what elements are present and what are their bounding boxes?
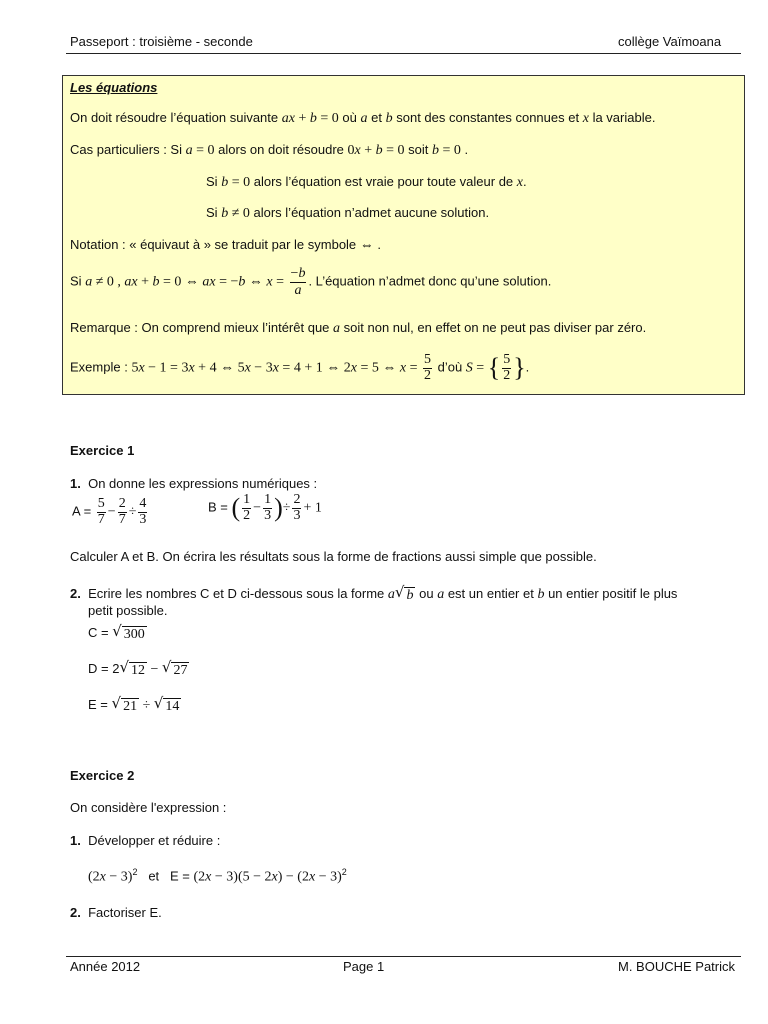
box-line-6: Si a ≠ 0 , ax + b = 0 ⇔ ax = −b ⇔ x = $\frac{-b}{a}$ . L’équation n’admet donc qu’une solution. [70,266,552,298]
exercise-2-title: Exercice 2 [70,768,135,783]
footer-page: Page 1 [343,959,385,974]
expression-b: B = ( $\frac{1}{2}$ − $\frac{1}{3}$ )÷ $\frac{2}{3}$ + 1 [208,492,322,523]
box-line-1: On doit résoudre l’équation suivante ax + b = 0 où a et b sont des constantes connues et x la variable. [70,110,656,126]
header-rule [66,53,741,54]
box-title: Les équations [70,80,158,95]
exercise-1-calc: Calculer A et B. On écrira les résultats sous la forme de fractions aussi simple que possible. [70,549,597,564]
footer-left: Année 2012 [70,959,141,974]
box-line-7: Remarque : On comprend mieux l’intérêt que a soit non nul, en effet on ne peut pas diviser par zéro. [70,320,647,336]
header-left: Passeport : troisième - seconde [70,34,253,49]
box-line-4: Si b ≠ 0 alors l’équation n’admet aucune solution. [206,205,490,221]
footer-right: M. BOUCHE Patrick [618,959,736,974]
expression-d: D = 2 √ 12 − √ 27 [88,658,188,678]
exercise-2-intro: On considère l'expression : [70,800,227,815]
exercise-1-title: Exercice 1 [70,443,135,458]
exercise-2-q2: 2. Factoriser E. [70,905,162,920]
box-line-3: Si b = 0 alors l’équation est vraie pour toute valeur de x. [206,174,527,190]
expression-develop: $(2x - 3)^2$ et $E = (2x - 3)(5 - 2x) - (2x - 3)^2$ [88,867,347,885]
footer-rule [66,956,741,957]
exercise-1-q1: 1. On donne les expressions numériques : [70,476,318,491]
exercise-2-q1: 1. Développer et réduire : [70,833,221,848]
header-right: collège Vaïmoana [618,34,722,49]
box-line-8: Exemple : 5x − 1 = 3x + 4 ⇔ 5x − 3x = 4 + 1 ⇔ 2x = 5 ⇔ x = $\frac{5}{2}$ d’où S = { $\frac{5}{2}$ }. [70,352,530,383]
exercise-1-q2-cont: petit possible. [88,603,168,618]
box-line-2: Cas particuliers : Si a = 0 alors on doit résoudre 0x + b = 0 soit b = 0 . [70,142,469,158]
expression-a: A = $\frac{5}{7}$ − $\frac{2}{7}$ ÷ $\frac{4}{3}$ [72,496,147,527]
box-line-5: Notation : « équivaut à » se traduit par le symbole ⇔ . [70,237,382,253]
exercise-1-q2: 2. Ecrire les nombres C et D ci-dessous sous la forme a √ b ou a est un entier et b un entier positif le plus [70,583,678,603]
expression-c: C = √ 300 [88,622,145,642]
expression-e: E = √ 21 ÷ √ 14 [88,694,180,714]
